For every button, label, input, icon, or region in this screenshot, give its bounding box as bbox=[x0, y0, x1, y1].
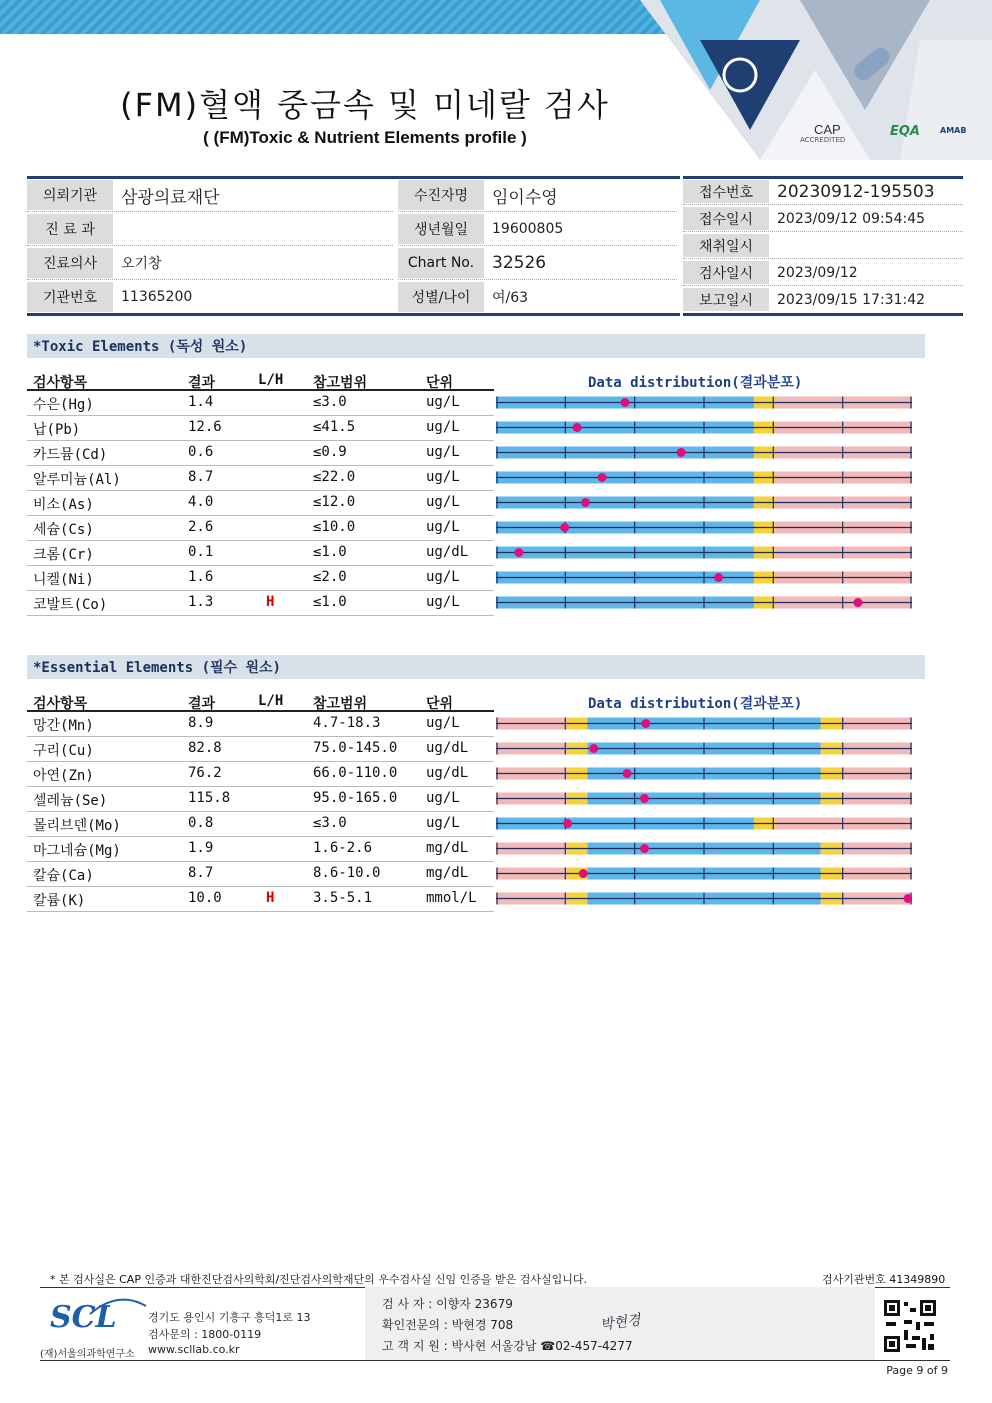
cell-result: 4.0 bbox=[188, 494, 214, 510]
info-label: Chart No. bbox=[398, 248, 484, 278]
info-label: 성별/나이 bbox=[398, 282, 484, 312]
info-row-divider bbox=[27, 279, 393, 280]
customer-support: 고 객 지 원 : 박사현 서울강남 ☎02-457-4277 bbox=[382, 1339, 633, 1353]
table-row bbox=[27, 390, 494, 416]
cell-range: ≤12.0 bbox=[313, 494, 356, 510]
table-row bbox=[27, 565, 494, 591]
row-4-marker bbox=[563, 819, 572, 828]
cell-range: 95.0-165.0 bbox=[313, 790, 398, 806]
col-header-unit: 단위 bbox=[426, 375, 454, 391]
cell-result: 1.3 bbox=[188, 594, 214, 610]
info-value: 임이수영 bbox=[492, 187, 558, 208]
toxic-distribution-chart bbox=[496, 390, 912, 619]
info-label: 진 료 과 bbox=[27, 214, 113, 244]
cell-result: 0.6 bbox=[188, 444, 214, 460]
company-web: www.scllab.co.kr bbox=[148, 1343, 240, 1356]
info-value: 19600805 bbox=[492, 221, 564, 237]
eqa-logo: EQA bbox=[890, 124, 920, 139]
col-header-result: 결과 bbox=[188, 696, 216, 712]
info-value: 2023/09/15 17:31:42 bbox=[777, 291, 926, 308]
cell-range: 75.0-145.0 bbox=[313, 740, 398, 756]
cell-item: 셀레늄(Se) bbox=[33, 793, 108, 809]
cell-item: 니켈(Ni) bbox=[33, 572, 94, 588]
amab-logo: AMAB bbox=[940, 126, 967, 135]
row-2-marker bbox=[623, 769, 632, 778]
info-row-divider bbox=[27, 211, 393, 212]
cell-unit: ug/L bbox=[426, 715, 460, 731]
info-row-divider bbox=[683, 285, 963, 286]
cell-range: ≤22.0 bbox=[313, 469, 356, 485]
col-header-item: 검사항목 bbox=[33, 696, 88, 712]
cell-result: 8.7 bbox=[188, 865, 214, 881]
page-number: Page 9 of 9 bbox=[886, 1364, 948, 1377]
info-value: 삼광의료재단 bbox=[121, 187, 220, 208]
confirm-doctor: 확인전문의 : 박현경 708 bbox=[382, 1318, 514, 1332]
cell-item: 비소(As) bbox=[33, 497, 94, 513]
cell-item: 알루미늄(Al) bbox=[33, 472, 121, 488]
cell-unit: ug/L bbox=[426, 494, 460, 510]
info-row-divider bbox=[683, 204, 963, 205]
table-row bbox=[27, 540, 494, 566]
cell-item: 수은(Hg) bbox=[33, 397, 94, 413]
cell-unit: ug/dL bbox=[426, 740, 469, 756]
info-label: 의뢰기관 bbox=[27, 180, 113, 210]
info-value bbox=[113, 214, 401, 244]
info-label: 기관번호 bbox=[27, 282, 113, 312]
table-row bbox=[27, 711, 494, 737]
row-4-marker bbox=[581, 498, 590, 507]
cell-item: 크롬(Cr) bbox=[33, 547, 94, 563]
pill-icon bbox=[856, 54, 886, 84]
info-value: 32526 bbox=[492, 253, 547, 273]
row-6-marker bbox=[579, 869, 588, 878]
info-row-divider bbox=[398, 279, 677, 280]
cell-range: ≤0.9 bbox=[313, 444, 347, 460]
cell-lh: H bbox=[266, 594, 275, 610]
table-row bbox=[27, 886, 494, 912]
cert-logos bbox=[800, 122, 970, 150]
cell-item: 구리(Cu) bbox=[33, 743, 94, 759]
info-row-divider bbox=[398, 211, 677, 212]
info-row-divider bbox=[683, 258, 963, 259]
cell-unit: ug/L bbox=[426, 419, 460, 435]
row-1-marker bbox=[589, 744, 598, 753]
scl-logo-text: SCL bbox=[50, 1300, 117, 1335]
table-row bbox=[27, 490, 494, 516]
cap-accredited: ACCREDITED bbox=[800, 136, 846, 144]
cell-item: 마그네슘(Mg) bbox=[33, 843, 121, 859]
toxic-section-title: *Toxic Elements (독성 원소) bbox=[27, 334, 925, 358]
col-header-range: 참고범위 bbox=[313, 696, 368, 712]
cell-result: 1.9 bbox=[188, 840, 214, 856]
cell-item: 망간(Mn) bbox=[33, 718, 94, 734]
info-value: 2023/09/12 bbox=[777, 264, 858, 281]
cell-result: 2.6 bbox=[188, 519, 214, 535]
cell-result: 0.8 bbox=[188, 815, 214, 831]
company-phone: 검사문의 : 1800-0119 bbox=[148, 1328, 262, 1341]
col-header-distribution: Data distribution(결과분포) bbox=[588, 696, 803, 712]
info-value: 여/63 bbox=[492, 290, 529, 306]
cell-result: 1.4 bbox=[188, 394, 214, 410]
cell-result: 12.6 bbox=[188, 419, 222, 435]
cell-range: ≤41.5 bbox=[313, 419, 356, 435]
scl-logo bbox=[50, 1300, 140, 1340]
info-row-divider bbox=[683, 231, 963, 232]
cell-unit: ug/L bbox=[426, 594, 460, 610]
table-row bbox=[27, 440, 494, 466]
cell-unit: ug/L bbox=[426, 790, 460, 806]
table-row bbox=[27, 465, 494, 491]
row-0-marker bbox=[641, 719, 650, 728]
info-label: 채취일시 bbox=[683, 234, 769, 257]
table-row bbox=[27, 590, 494, 616]
cell-range: ≤1.0 bbox=[313, 594, 347, 610]
row-3-marker bbox=[598, 473, 607, 482]
cell-item: 몰리브덴(Mo) bbox=[33, 818, 121, 834]
cell-unit: mmol/L bbox=[426, 890, 477, 906]
cell-range: 66.0-110.0 bbox=[313, 765, 398, 781]
cell-range: ≤2.0 bbox=[313, 569, 347, 585]
cell-unit: ug/L bbox=[426, 815, 460, 831]
header-stripe bbox=[0, 0, 680, 34]
company-name: (재)서울의과학연구소 bbox=[40, 1349, 135, 1360]
logo-swoosh bbox=[88, 1296, 148, 1316]
info-row-divider bbox=[27, 245, 393, 246]
info-value: 오기창 bbox=[121, 256, 162, 272]
cell-unit: ug/dL bbox=[426, 765, 469, 781]
info-value bbox=[769, 234, 971, 257]
col-header-range: 참고범위 bbox=[313, 375, 368, 391]
org-number: 검사기관번호 41349890 bbox=[822, 1273, 946, 1286]
cell-item: 납(Pb) bbox=[33, 422, 81, 438]
cell-range: 3.5-5.1 bbox=[313, 890, 373, 906]
cell-unit: ug/L bbox=[426, 469, 460, 485]
cell-item: 세슘(Cs) bbox=[33, 522, 94, 538]
cell-range: ≤10.0 bbox=[313, 519, 356, 535]
cell-result: 0.1 bbox=[188, 544, 214, 560]
page-title: (FM)혈액 중금속 및 미네랄 검사 bbox=[120, 86, 610, 124]
cell-unit: ug/dL bbox=[426, 544, 469, 560]
cell-range: 1.6-2.6 bbox=[313, 840, 373, 856]
table-row bbox=[27, 761, 494, 787]
row-6-marker bbox=[514, 548, 523, 557]
row-7-marker bbox=[714, 573, 723, 582]
stripe-graphic bbox=[0, 0, 680, 34]
signature: 박현경 bbox=[599, 1312, 642, 1334]
info-value: 11365200 bbox=[121, 289, 193, 305]
col-header-unit: 단위 bbox=[426, 696, 454, 712]
row-0-marker bbox=[620, 398, 629, 407]
cell-result: 82.8 bbox=[188, 740, 222, 756]
info-value: 20230912-195503 bbox=[777, 181, 935, 202]
cell-unit: mg/dL bbox=[426, 840, 469, 856]
cell-item: 칼슘(Ca) bbox=[33, 868, 94, 884]
info-label: 검사일시 bbox=[683, 261, 769, 284]
info-label: 수진자명 bbox=[398, 180, 484, 210]
cell-range: 8.6-10.0 bbox=[313, 865, 381, 881]
table-row bbox=[27, 786, 494, 812]
cell-range: ≤1.0 bbox=[313, 544, 347, 560]
info-label: 진료의사 bbox=[27, 248, 113, 278]
cell-result: 8.7 bbox=[188, 469, 214, 485]
table-row bbox=[27, 836, 494, 862]
cell-unit: ug/L bbox=[426, 444, 460, 460]
cell-result: 8.9 bbox=[188, 715, 214, 731]
info-label: 생년월일 bbox=[398, 214, 484, 244]
cell-result: 1.6 bbox=[188, 569, 214, 585]
info-label: 보고일시 bbox=[683, 288, 769, 311]
cell-unit: ug/L bbox=[426, 569, 460, 585]
cell-unit: mg/dL bbox=[426, 865, 469, 881]
cell-range: 4.7-18.3 bbox=[313, 715, 381, 731]
col-header-result: 결과 bbox=[188, 375, 216, 391]
table-row bbox=[27, 811, 494, 837]
row-8-marker bbox=[853, 598, 862, 607]
col-header-item: 검사항목 bbox=[33, 375, 88, 391]
footer-bottom-rule bbox=[40, 1360, 950, 1361]
qr-code-icon bbox=[882, 1298, 938, 1354]
col-header-distribution: Data distribution(결과분포) bbox=[588, 375, 803, 391]
cell-result: 76.2 bbox=[188, 765, 222, 781]
info-label: 접수일시 bbox=[683, 207, 769, 230]
cell-unit: ug/L bbox=[426, 394, 460, 410]
col-header-lh: L/H bbox=[258, 693, 284, 709]
table-row bbox=[27, 736, 494, 762]
row-1-marker bbox=[573, 423, 582, 432]
table-row bbox=[27, 515, 494, 541]
cell-item: 아연(Zn) bbox=[33, 768, 94, 784]
row-2-marker bbox=[677, 448, 686, 457]
cell-result: 10.0 bbox=[188, 890, 222, 906]
cell-result: 115.8 bbox=[188, 790, 231, 806]
cell-item: 코발트(Co) bbox=[33, 597, 108, 613]
cell-unit: ug/L bbox=[426, 519, 460, 535]
row-5-marker bbox=[640, 844, 649, 853]
row-5-marker bbox=[560, 523, 569, 532]
cell-lh: H bbox=[266, 890, 275, 906]
info-value: 2023/09/12 09:54:45 bbox=[777, 210, 926, 227]
cell-range: ≤3.0 bbox=[313, 394, 347, 410]
cell-item: 칼륨(K) bbox=[33, 893, 86, 909]
info-label: 접수번호 bbox=[683, 180, 769, 203]
certification-note: * 본 검사실은 CAP 인증과 대한진단검사의학회/진단검사의학재단의 우수검사실 신임 인증을 받은 검사실입니다. bbox=[50, 1273, 588, 1286]
essential-section-title: *Essential Elements (필수 원소) bbox=[27, 655, 925, 679]
essential-distribution-chart bbox=[496, 711, 912, 915]
col-header-lh: L/H bbox=[258, 372, 284, 388]
table-row bbox=[27, 415, 494, 441]
page-subtitle: ( (FM)Toxic & Nutrient Elements profile ) bbox=[203, 128, 527, 147]
cell-item: 카드뮴(Cd) bbox=[33, 447, 108, 463]
tester-info: 검 사 자 : 이향자 23679 bbox=[382, 1297, 513, 1311]
cell-range: ≤3.0 bbox=[313, 815, 347, 831]
info-row-divider bbox=[398, 245, 677, 246]
cap-logo: CAP bbox=[814, 122, 841, 137]
table-row bbox=[27, 861, 494, 887]
company-address: 경기도 용인시 기흥구 흥덕1로 13 bbox=[148, 1311, 311, 1324]
row-3-marker bbox=[640, 794, 649, 803]
